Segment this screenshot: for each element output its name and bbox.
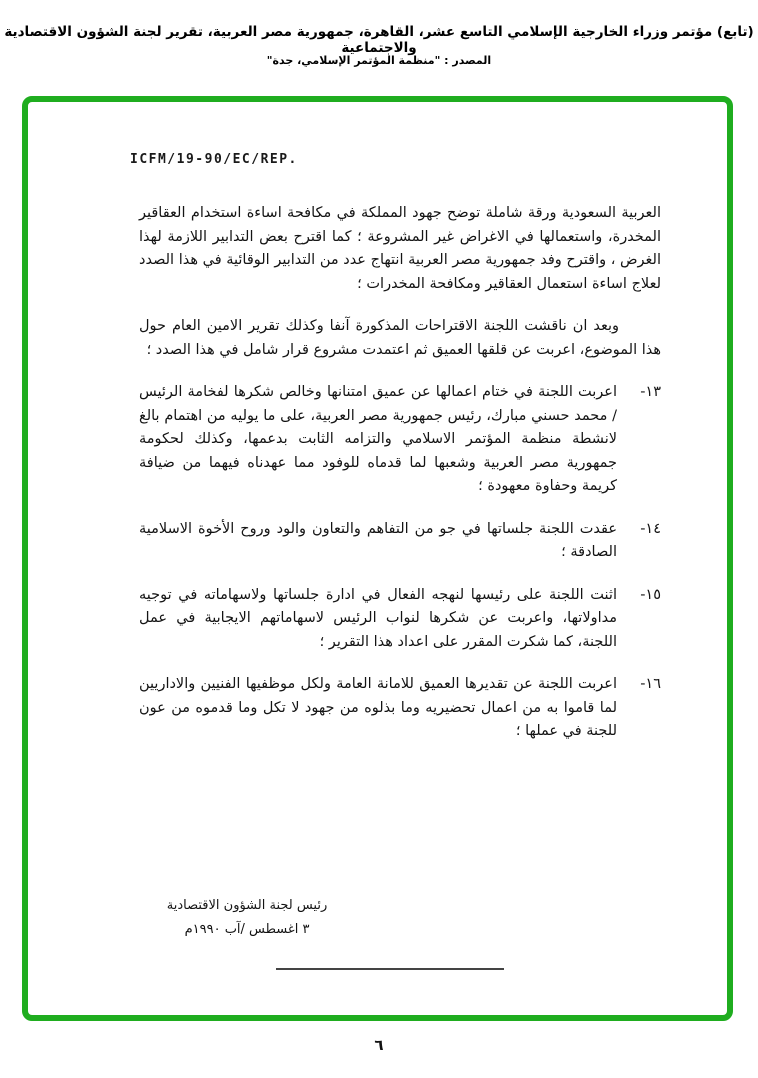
item-text: اثنت اللجنة على رئيسها لنهجه الفعال في ادارة جلساتها ولاسهاماته في توجيه مداولاتها، واعربت عن شكرها لنواب الرئيس لاسهاماتهم الايجابية في عمل اللجنة، كما شكرت المقرر على اعداد هذا التقرير ؛	[139, 586, 617, 650]
numbered-item	[139, 381, 661, 499]
item-text: اعربت اللجنة في ختام اعمالها عن عميق امتنانها وخالص شكرها لفخامة الرئيس / محمد حسني مبارك، رئيس جمهورية مصر العربية، على ما يوليه من اهتمام بالغ لانشطة منظمة المؤتمر الاسلامي والتزامه الثابت بدعمها، وكذلك لحكومة جمهورية مصر العربية وشعبها لما قدماه للوفود مما عهدناه فيهما من ضيافة كريمة وحفاوة معهودة ؛	[139, 384, 617, 494]
document-reference: ICFM/19-90/EC/REP.	[130, 152, 298, 167]
numbered-item	[139, 518, 661, 565]
item-number: ١٣-	[640, 384, 661, 400]
paragraph: العربية السعودية ورقة شاملة توضح جهود المملكة في مكافحة اساءة استخدام العقاقير المخدرة، واستعمالها في الاغراض غير المشروعة ؛ كما اقترح بعض التدابير اللازمة لهذا الغرض ، واقترح وفد جمهورية مصر العربية انتهاج عدد من التدابير الوقائية في هذا الصدد لعلاج اساءة استعمال العقاقير ومكافحة المخدرات ؛	[139, 205, 661, 292]
numbered-item	[139, 584, 661, 655]
item-number: ١٦-	[640, 676, 661, 692]
page-number: ٦	[374, 1036, 384, 1054]
numbered-item	[139, 673, 661, 744]
signature-title: رئيس لجنة الشؤون الاقتصادية	[166, 898, 328, 913]
signature-block	[147, 894, 347, 942]
item-number: ١٤-	[640, 520, 661, 537]
item-number: ١٥-	[640, 586, 661, 603]
header-source: المصدر : "منظمة المؤتمر الإسلامي، جدة"	[266, 54, 492, 67]
signature-date: ٣ اغسطس /آب ١٩٩٠م	[184, 922, 310, 937]
header-title: (تابع) مؤتمر وزراء الخارجية الإسلامي التاسع عشر، القاهرة، جمهورية مصر العربية، تقرير لجنة الشؤون الاقتصادية والاجتماعية	[4, 24, 754, 56]
paragraph: وبعد ان ناقشت اللجنة الاقتراحات المذكورة آنفا وكذلك تقرير الامين العام حول هذا الموضوع، اعربت عن قلقها العميق ثم اعتمدت مشروع قرار شامل في هذا الصدد ؛	[139, 318, 661, 358]
item-text: عقدت اللجنة جلساتها في جو من التفاهم والتعاون والود وروح الأخوة الاسلامية الصادقة ؛	[139, 520, 617, 560]
item-text: اعربت اللجنة عن تقديرها العميق للامانة العامة ولكل موظفيها الفنيين والاداريين لما قاموا به من اعمال تحضيريه وما بذلوه من جهود لا تكل وما قدموه من عون للجنة في عملها ؛	[139, 676, 617, 739]
signature-line	[276, 968, 504, 970]
scanned-document-frame	[22, 96, 733, 1021]
document-body	[139, 202, 661, 744]
